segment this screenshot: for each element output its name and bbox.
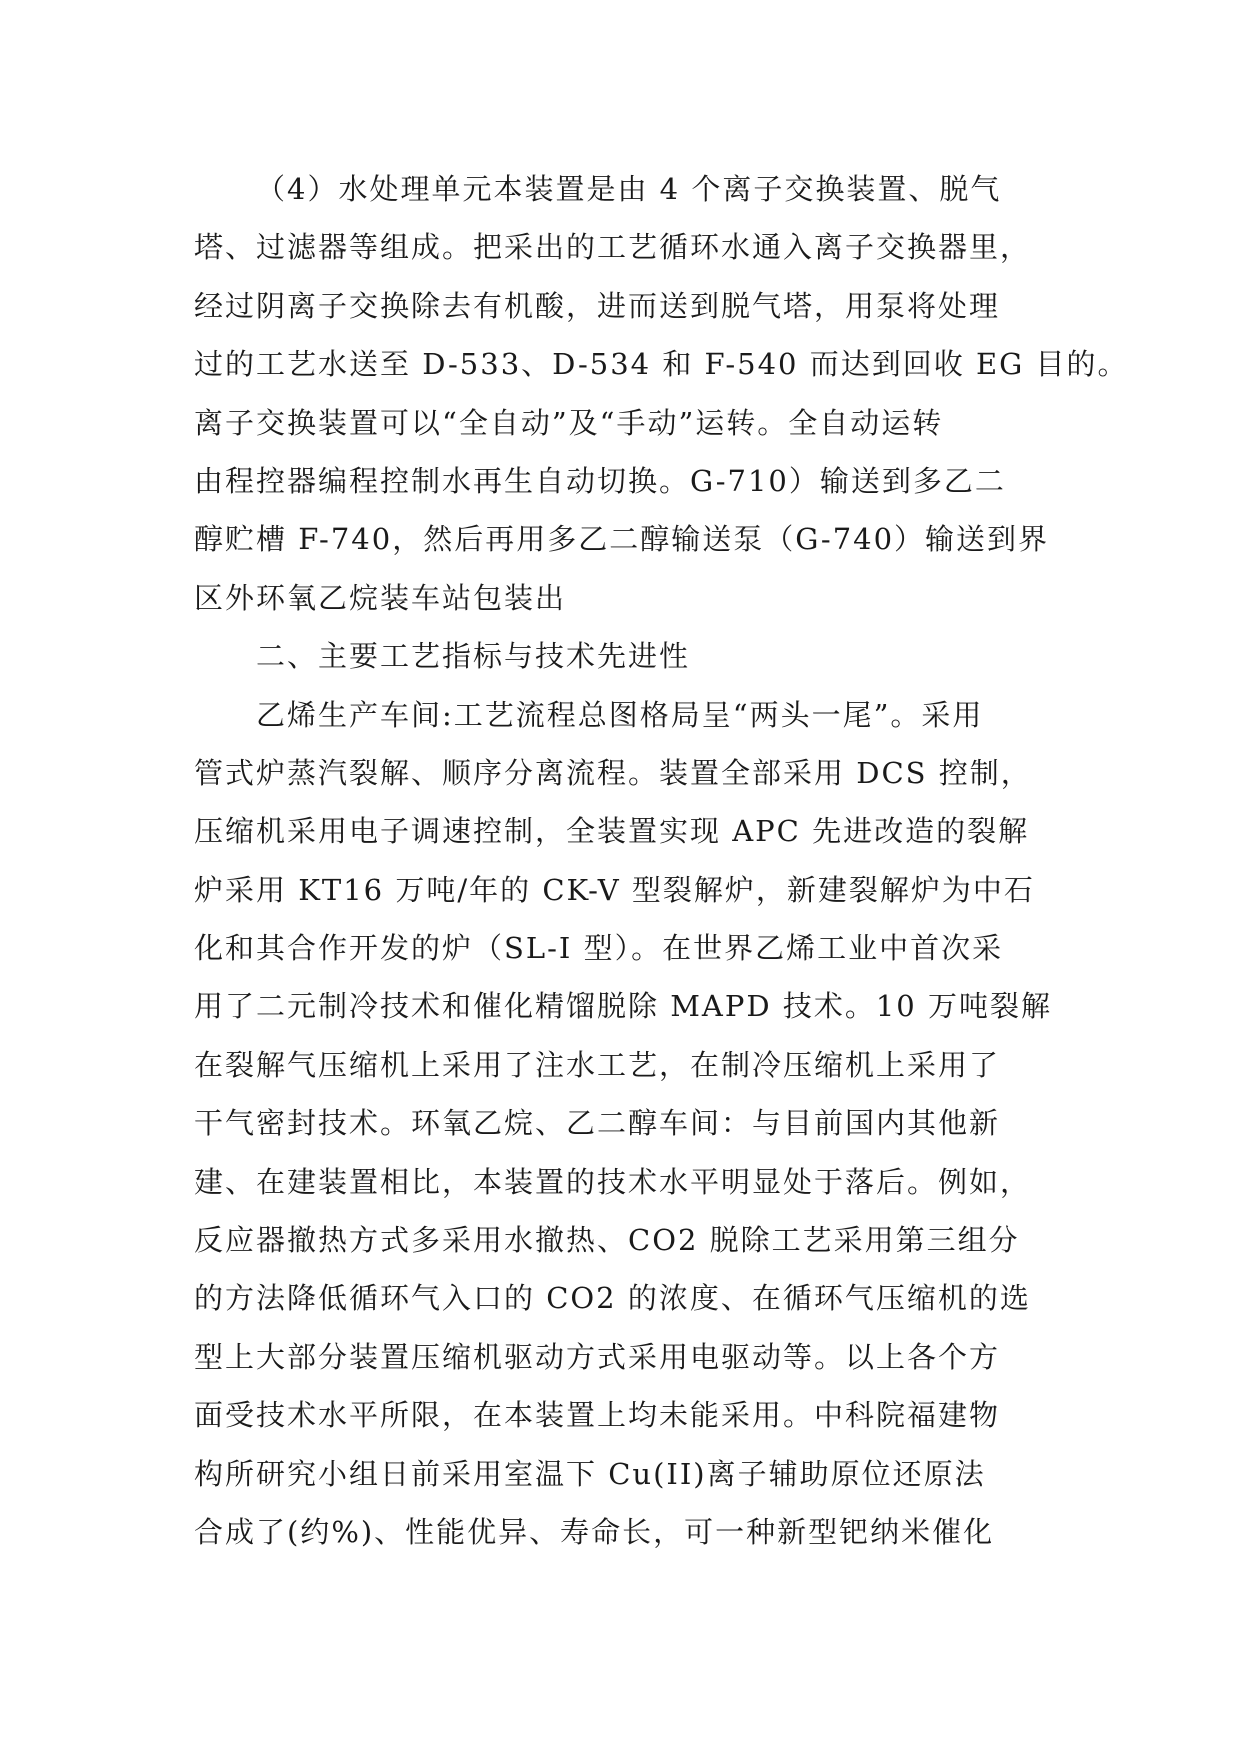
paragraph-line: 型上大部分装置压缩机驱动方式采用电驱动等。以上各个方 — [194, 1339, 1001, 1374]
document-body — [194, 160, 1129, 1561]
paragraph-line: 塔、过滤器等组成。把采出的工艺循环水通入离子交换器里， — [194, 230, 1032, 265]
paragraph-line: 炉采用 KT16 万吨/年的 CK-V 型裂解炉，新建裂解炉为中石 — [194, 872, 1035, 907]
paragraph-line: 合成了(约%)、性能优异、寿命长，可一种新型钯纳米催化 — [194, 1514, 995, 1549]
section-heading: 二、主要工艺指标与技术先进性 — [256, 639, 691, 674]
paragraph-line: 建、在建装置相比，本装置的技术水平明显处于落后。例如， — [194, 1164, 1032, 1199]
paragraph-line: 醇贮槽 F-740，然后再用多乙二醇输送泵（G-740）输送到界 — [194, 522, 1050, 557]
paragraph-line: 过的工艺水送至 D-533、D-534 和 F-540 而达到回收 EG 目的。 — [194, 347, 1129, 382]
paragraph-line: 压缩机采用电子调速控制，全装置实现 APC 先进改造的裂解 — [194, 814, 1030, 849]
paragraph-line: 区外环氧乙烷装车站包装出 — [194, 580, 567, 615]
paragraph-line: 用了二元制冷技术和催化精馏脱除 MAPD 技术。10 万吨裂解 — [194, 989, 1052, 1024]
paragraph-line: 在裂解气压缩机上采用了注水工艺，在制冷压缩机上采用了 — [194, 1047, 1001, 1082]
paragraph-line: 乙烯生产车间:工艺流程总图格局呈“两头一尾”。采用 — [256, 697, 984, 732]
paragraph-line: 化和其合作开发的炉（SL-I 型）。在世界乙烯工业中首次采 — [194, 931, 1004, 966]
paragraph-line: 的方法降低循环气入口的 CO2 的浓度、在循环气压缩机的选 — [194, 1281, 1031, 1316]
paragraph-line: 面受技术水平所限，在本装置上均未能采用。中科院福建物 — [194, 1398, 1001, 1433]
paragraph-line: 构所研究小组日前采用室温下 Cu(II)离子辅助原位还原法 — [194, 1456, 986, 1491]
paragraph-line: （4）水处理单元本装置是由 4 个离子交换装置、脱气 — [256, 172, 1002, 206]
paragraph-line: 管式炉蒸汽裂解、顺序分离流程。装置全部采用 DCS 控制， — [194, 755, 1032, 790]
paragraph-line: 经过阴离子交换除去有机酸，进而送到脱气塔，用泵将处理 — [194, 288, 1001, 323]
paragraph-line: 反应器撤热方式多采用水撤热、CO2 脱除工艺采用第三组分 — [194, 1223, 1020, 1258]
paragraph-line: 由程控器编程控制水再生自动切换。G-710）输送到多乙二 — [194, 463, 1006, 498]
paragraph-line: 离子交换装置可以“全自动”及“手动”运转。全自动运转 — [194, 405, 944, 440]
paragraph-line: 干气密封技术。环氧乙烷、乙二醇车间：与目前国内其他新 — [194, 1106, 1001, 1141]
